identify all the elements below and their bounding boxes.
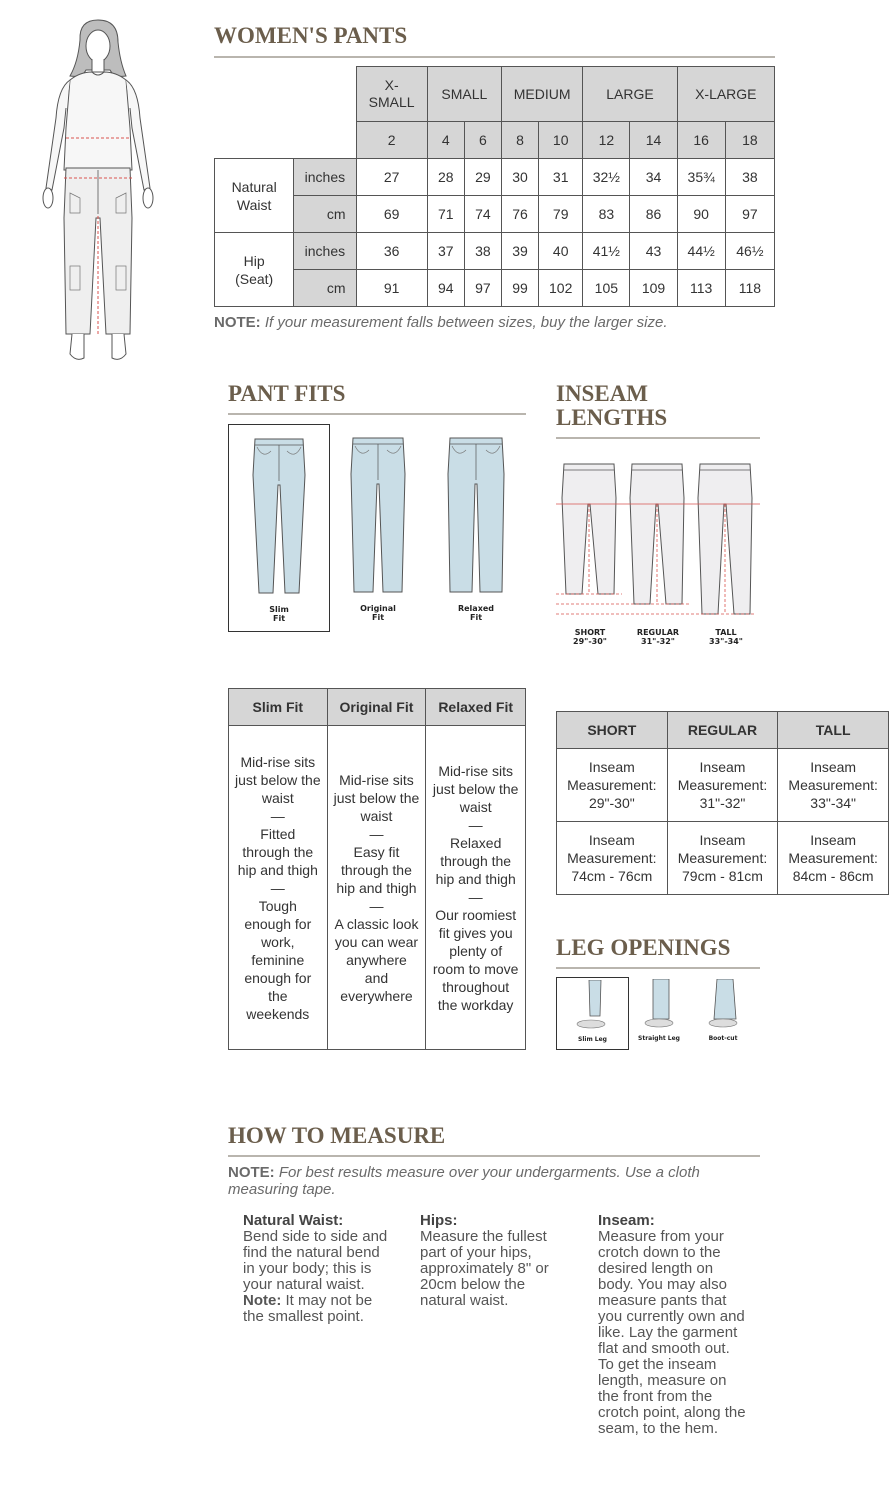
table-cell: 40 [539, 233, 583, 270]
fit-header-slim: Slim Fit [229, 689, 328, 726]
inseam-header-tall: TALL [778, 712, 889, 749]
table-cell: 102 [539, 270, 583, 307]
inseam-lengths-rule [556, 437, 760, 439]
table-row [557, 822, 889, 895]
table-row [215, 159, 775, 196]
table-row [215, 233, 775, 270]
pant-fits-rule [228, 413, 526, 415]
table-cell: 27 [356, 159, 427, 196]
note-label: NOTE: [228, 1164, 275, 1181]
measure-natural-waist [243, 1213, 388, 1325]
table-cell: 32½ [583, 159, 630, 196]
how-to-measure-rule [228, 1155, 760, 1157]
note-label: NOTE: [214, 314, 261, 331]
size-group-x-large: X-LARGE [677, 67, 774, 122]
table-cell: 39 [502, 233, 539, 270]
inseam-table [556, 711, 889, 895]
table-cell: 69 [356, 196, 427, 233]
table-cell: 44½ [677, 233, 725, 270]
unit-label: inches [294, 159, 356, 196]
row-label-natural-waist: Natural Waist [215, 159, 294, 233]
womens-pants-heading: WOMEN'S PANTS [214, 23, 408, 48]
straight-leg-image[interactable] [629, 977, 689, 1050]
size-number: 6 [464, 122, 501, 159]
slim-leg-image[interactable] [556, 977, 629, 1050]
heading-line: INSEAM [556, 381, 649, 406]
table-cell: 43 [630, 233, 677, 270]
size-group-large: LARGE [583, 67, 677, 122]
table-cell: 91 [356, 270, 427, 307]
table-cell: 41½ [583, 233, 630, 270]
table-cell: Inseam Measurement: 29"-30" [557, 749, 668, 822]
leg-openings-heading: LEG OPENINGS [556, 935, 731, 960]
size-number: 8 [502, 122, 539, 159]
table-cell: Inseam Measurement: 79cm - 81cm [667, 822, 778, 895]
unit-label: cm [294, 270, 356, 307]
jeans-icon [348, 434, 408, 599]
inseam-caption-line: 29"-30" [573, 637, 607, 646]
table-cell: 31 [539, 159, 583, 196]
leg-openings-rule [556, 967, 760, 969]
measure-text: Measure the fullest part of your hips, approximately 8" or 20cm below the natural waist. [420, 1228, 549, 1309]
pant-fits-table [228, 688, 526, 1050]
table-cell: 30 [502, 159, 539, 196]
size-number: 18 [725, 122, 774, 159]
pant-fits-heading: PANT FITS [228, 381, 346, 406]
inseam-header-regular: REGULAR [667, 712, 778, 749]
fit-caption-line: Fit [469, 613, 483, 622]
table-cell: 74 [464, 196, 501, 233]
inseam-caption-line: SHORT [574, 628, 606, 637]
table-cell: 79 [539, 196, 583, 233]
inseam-caption-line: 31"-32" [641, 637, 675, 646]
table-cell: 76 [502, 196, 539, 233]
table-cell: 46½ [725, 233, 774, 270]
leg-caption: Straight Leg [638, 1035, 680, 1042]
table-cell: 113 [677, 270, 725, 307]
measure-hips [420, 1213, 565, 1309]
size-number: 12 [583, 122, 630, 159]
inseam-caption-line: TALL [715, 628, 737, 637]
inseam-lengths-heading [556, 382, 667, 430]
inseam-pants-icon [556, 458, 760, 618]
measure-inseam [598, 1213, 748, 1437]
measure-title: Natural Waist: [243, 1212, 344, 1229]
fit-caption-line: Original [360, 604, 396, 613]
size-number: 10 [539, 122, 583, 159]
size-number: 4 [427, 122, 464, 159]
measure-note-text: It may not be the smallest point. [243, 1292, 373, 1325]
measure-title: Inseam: [598, 1212, 655, 1229]
boot-cut-image[interactable] [693, 977, 753, 1050]
table-cell: 28 [427, 159, 464, 196]
woman-figure-illustration [36, 18, 161, 364]
table-cell: 38 [464, 233, 501, 270]
measure-note-label: Note: [243, 1292, 282, 1309]
jeans-icon [249, 435, 309, 600]
table-cell: 35¾ [677, 159, 725, 196]
fit-caption-line: Fit [371, 613, 385, 622]
table-cell: Inseam Measurement: 74cm - 76cm [557, 822, 668, 895]
table-cell: 71 [427, 196, 464, 233]
size-number: 2 [356, 122, 427, 159]
table-cell: 34 [630, 159, 677, 196]
measure-title: Hips: [420, 1212, 458, 1229]
fit-description-relaxed: Mid-rise sits just below the waist — Relaxed through the hip and thigh — Our roomiest fit gives you plenty of room to move throughout the workday [426, 726, 526, 1050]
inseam-caption-line: REGULAR [636, 628, 680, 637]
fit-caption-line: Slim [269, 605, 289, 614]
measure-note [228, 1164, 760, 1198]
fit-description-slim: Mid-rise sits just below the waist — Fitted through the hip and thigh — Tough enough for work, feminine enough for the weekends [229, 726, 328, 1050]
size-number: 14 [630, 122, 677, 159]
size-note [214, 314, 668, 331]
fit-caption-line: Fit [272, 614, 286, 623]
note-text: For best results measure over your undergarments. Use a cloth measuring tape. [228, 1164, 700, 1198]
how-to-measure-heading: HOW TO MEASURE [228, 1123, 446, 1148]
table-cell: Inseam Measurement: 33"-34" [778, 749, 889, 822]
jeans-icon [446, 434, 506, 599]
table-cell: 99 [502, 270, 539, 307]
size-group-x-small: X- SMALL [356, 67, 427, 122]
table-cell: 90 [677, 196, 725, 233]
original-fit-image[interactable] [330, 424, 428, 632]
table-cell: Inseam Measurement: 84cm - 86cm [778, 822, 889, 895]
fit-caption-line: Relaxed [457, 604, 495, 613]
table-cell: 38 [725, 159, 774, 196]
fit-header-original: Original Fit [327, 689, 426, 726]
leg-caption: Boot-cut [708, 1035, 738, 1042]
table-row [557, 749, 889, 822]
slim-fit-image[interactable] [228, 424, 330, 632]
fit-header-relaxed: Relaxed Fit [426, 689, 526, 726]
size-number: 16 [677, 122, 725, 159]
womens-pants-rule [214, 56, 775, 58]
table-cell: 86 [630, 196, 677, 233]
measure-text: Bend side to side and find the natural bend in your body; this is your natural waist. [243, 1228, 388, 1293]
boot-cut-icon [703, 979, 747, 1031]
table-cell: 37 [427, 233, 464, 270]
inseam-lengths-image [556, 458, 760, 653]
table-cell: Inseam Measurement: 31"-32" [667, 749, 778, 822]
table-row [215, 196, 775, 233]
heading-line: LENGTHS [556, 405, 668, 430]
inseam-header-short: SHORT [557, 712, 668, 749]
measure-text: Measure from your crotch down to the desired length on body. You may also measure pants that you currently own and like. Lay the garment flat and smooth out. To get the inseam length, measure on the front from the crotch point, along the seam, to the hem. [598, 1228, 746, 1437]
table-cell: 118 [725, 270, 774, 307]
note-text: If your measurement falls between sizes, buy the larger size. [264, 314, 668, 331]
table-cell: 105 [583, 270, 630, 307]
table-cell: 97 [464, 270, 501, 307]
unit-label: cm [294, 196, 356, 233]
table-cell: 94 [427, 270, 464, 307]
table-cell: 29 [464, 159, 501, 196]
table-cell: 97 [725, 196, 774, 233]
leg-caption: Slim Leg [578, 1036, 607, 1043]
fit-description-original: Mid-rise sits just below the waist — Easy fit through the hip and thigh — A classic look you can wear anywhere and everywhere [327, 726, 426, 1050]
table-row [215, 270, 775, 307]
table-cell: 36 [356, 233, 427, 270]
size-group-medium: MEDIUM [502, 67, 583, 122]
inseam-caption-line: 33"-34" [709, 637, 743, 646]
straight-leg-icon [639, 979, 683, 1031]
size-group-small: SMALL [427, 67, 501, 122]
table-cell: 83 [583, 196, 630, 233]
slim-leg-icon [571, 980, 615, 1032]
row-label-hip-seat: Hip (Seat) [215, 233, 294, 307]
relaxed-fit-image[interactable] [428, 424, 526, 632]
womens-size-table [214, 66, 775, 307]
unit-label: inches [294, 233, 356, 270]
table-cell: 109 [630, 270, 677, 307]
